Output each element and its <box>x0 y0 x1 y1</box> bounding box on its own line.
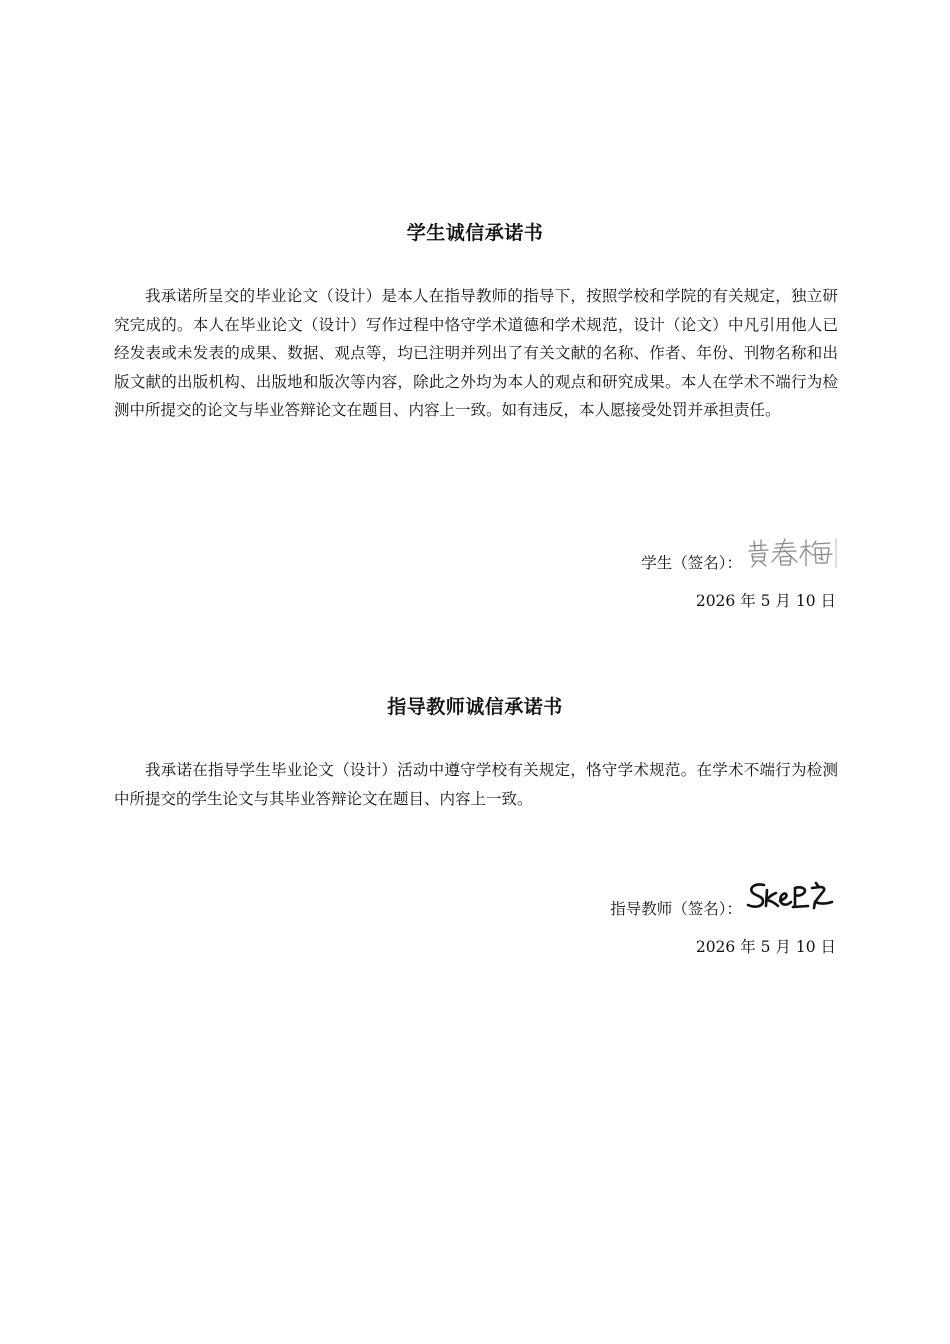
student-signature-date: 2026 年 5 月 10 日 <box>695 592 836 610</box>
student-commitment-body: 我承诺所呈交的毕业论文（设计）是本人在指导教师的指导下，按照学校和学院的有关规定，独立研究完成的。本人在毕业论文（设计）写作过程中恪守学术道德和学术规范，设计（论文）中凡引用他人已经发表或未发表的成果、数据、观点等，均已注明并列出了有关文献的名称、作者、年份、刊物名称和出版文献的出版机构、出版地和版次等内容，除此之外均为本人的观点和研究成果。本人在学术不端行为检测中所提交的论文与毕业答辩论文在题目、内容上一致。如有违反，本人愿接受处罚并承担责任。 <box>114 287 838 420</box>
advisor-signature-image <box>746 880 838 920</box>
advisor-commitment-title: 指导教师诚信承诺书 <box>387 696 563 718</box>
advisor-signature-label: 指导教师（签名）： <box>610 900 742 918</box>
advisor-commitment-body: 我承诺在指导学生毕业论文（设计）活动中遵守学校有关规定，恪守学术规范。在学术不端行为检测中所提交的学生论文与其毕业答辩论文在题目、内容上一致。 <box>114 761 838 808</box>
student-signature-image <box>746 536 838 574</box>
advisor-signature-line <box>610 884 838 920</box>
student-commitment-title: 学生诚信承诺书 <box>406 222 544 244</box>
student-signature-line <box>641 538 838 574</box>
student-signature-label: 学生（签名）： <box>641 554 742 572</box>
advisor-signature-date: 2026 年 5 月 10 日 <box>695 938 836 956</box>
